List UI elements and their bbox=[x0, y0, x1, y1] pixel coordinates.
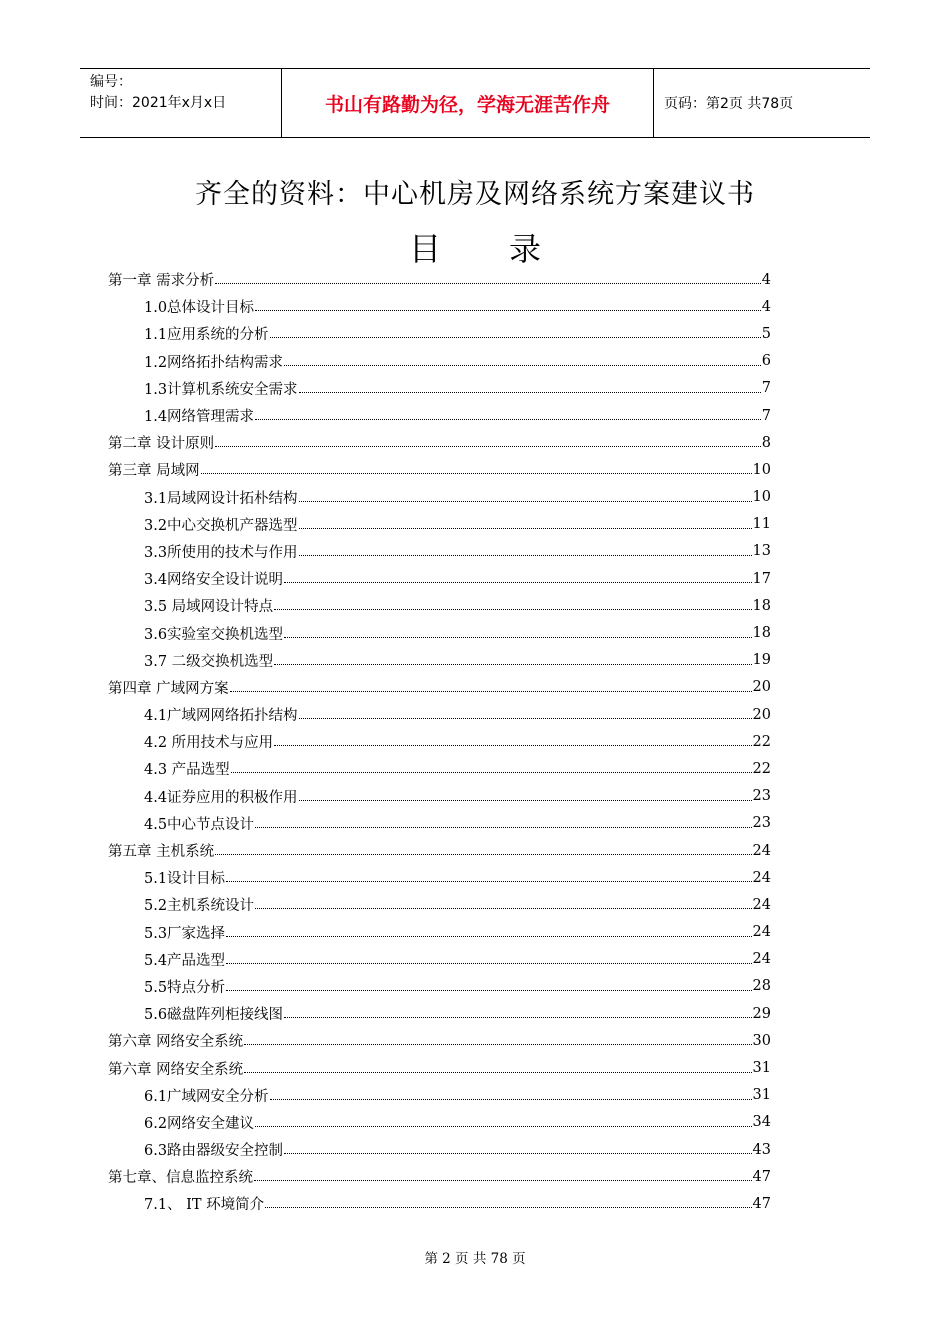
toc-leader-dots bbox=[284, 582, 751, 583]
toc-leader-dots bbox=[274, 745, 751, 746]
toc-entry-page: 17 bbox=[752, 570, 771, 587]
toc-entry-page: 6 bbox=[761, 353, 771, 370]
toc-entry[interactable] bbox=[108, 946, 771, 973]
toc-entry-title: 3.4网络安全设计说明 bbox=[144, 572, 284, 589]
toc-entry[interactable] bbox=[108, 1109, 771, 1136]
toc-entry-page: 18 bbox=[752, 597, 771, 614]
toc-entry-title: 5.5特点分析 bbox=[144, 979, 226, 996]
toc-entry-page: 43 bbox=[752, 1141, 771, 1158]
toc-leader-dots bbox=[274, 609, 751, 610]
toc-entry-page: 11 bbox=[752, 516, 771, 533]
toc-entry-title: 第五章 主机系统 bbox=[108, 844, 215, 861]
toc-entry-title: 第七章、信息监控系统 bbox=[108, 1170, 253, 1187]
header-page-info: 页码：第2页 共78页 bbox=[664, 96, 794, 112]
toc-leader-dots bbox=[299, 555, 752, 556]
toc-entry[interactable] bbox=[108, 674, 771, 701]
toc-entry-title: 4.1广域网网络拓扑结构 bbox=[144, 708, 298, 725]
toc-entry[interactable] bbox=[108, 891, 771, 918]
toc-entry[interactable] bbox=[108, 484, 771, 511]
toc-entry-title: 第三章 局域网 bbox=[108, 463, 200, 480]
toc-entry-title: 4.3 产品选型 bbox=[144, 762, 230, 779]
toc-entry-title: 第一章 需求分析 bbox=[108, 273, 215, 290]
toc-leader-dots bbox=[284, 1153, 751, 1154]
toc-entry-page: 13 bbox=[752, 543, 771, 560]
toc-entry[interactable] bbox=[108, 348, 771, 375]
toc-leader-dots bbox=[226, 881, 751, 882]
toc-entry[interactable] bbox=[108, 1163, 771, 1190]
toc-entry-title: 6.1广域网安全分析 bbox=[144, 1088, 269, 1105]
time-label: 时间：2021年x月x日 bbox=[90, 95, 227, 111]
toc-entry[interactable] bbox=[108, 837, 771, 864]
toc-entry-title: 4.2 所用技术与应用 bbox=[144, 735, 274, 752]
toc-entry-title: 5.1设计目标 bbox=[144, 871, 226, 888]
toc-leader-dots bbox=[284, 1017, 751, 1018]
toc-entry-title: 3.7 二级交换机选型 bbox=[144, 653, 274, 670]
toc-entry-page: 23 bbox=[752, 788, 771, 805]
toc-entry-page: 31 bbox=[752, 1060, 771, 1077]
toc-entry[interactable] bbox=[108, 810, 771, 837]
toc-entry[interactable] bbox=[108, 538, 771, 565]
toc-entry-page: 5 bbox=[761, 325, 771, 342]
header-meta bbox=[80, 69, 282, 137]
toc-entry[interactable] bbox=[108, 864, 771, 891]
toc-leader-dots bbox=[255, 419, 761, 420]
toc-entry[interactable] bbox=[108, 919, 771, 946]
toc-entry[interactable] bbox=[108, 293, 771, 320]
toc-entry-title: 4.4证券应用的积极作用 bbox=[144, 789, 298, 806]
toc-entry[interactable] bbox=[108, 1082, 771, 1109]
toc-entry[interactable] bbox=[108, 755, 771, 782]
toc-entry-title: 第四章 广域网方案 bbox=[108, 680, 229, 697]
toc-entry-title: 第六章 网络安全系统 bbox=[108, 1034, 244, 1051]
toc-entry-page: 28 bbox=[752, 978, 771, 995]
toc-leader-dots bbox=[201, 473, 752, 474]
toc-entry-page: 22 bbox=[752, 760, 771, 777]
toc-entry-page: 8 bbox=[761, 434, 771, 451]
toc-entry[interactable] bbox=[108, 456, 771, 483]
toc-entry-title: 第六章 网络安全系统 bbox=[108, 1061, 244, 1078]
toc-entry-page: 7 bbox=[761, 380, 771, 397]
toc-leader-dots bbox=[255, 827, 751, 828]
toc-entry-title: 5.6磁盘阵列柜接线图 bbox=[144, 1007, 284, 1024]
toc-entry[interactable] bbox=[108, 783, 771, 810]
toc-leader-dots bbox=[226, 963, 751, 964]
toc-leader-dots bbox=[299, 528, 752, 529]
toc-entry-title: 1.2网络拓扑结构需求 bbox=[144, 354, 284, 371]
toc-entry[interactable] bbox=[108, 701, 771, 728]
toc-entry-page: 19 bbox=[752, 652, 771, 669]
toc-entry-title: 3.1局域网设计拓朴结构 bbox=[144, 490, 298, 507]
toc-entry-page: 10 bbox=[752, 461, 771, 478]
toc-leader-dots bbox=[215, 283, 761, 284]
toc-entry-title: 1.3计算机系统安全需求 bbox=[144, 381, 298, 398]
toc-entry-page: 4 bbox=[761, 298, 771, 315]
toc-entry-title: 1.4网络管理需求 bbox=[144, 409, 255, 426]
toc-leader-dots bbox=[299, 718, 752, 719]
toc-entry[interactable] bbox=[108, 1027, 771, 1054]
toc-entry-title: 5.2主机系统设计 bbox=[144, 898, 255, 915]
toc-entry-title: 3.2中心交换机产器选型 bbox=[144, 517, 298, 534]
toc-leader-dots bbox=[244, 1044, 751, 1045]
toc-entry-page: 10 bbox=[752, 489, 771, 506]
toc-entry-page: 24 bbox=[752, 896, 771, 913]
toc-leader-dots bbox=[230, 691, 752, 692]
toc-entry-page: 24 bbox=[752, 869, 771, 886]
toc-entry-page: 4 bbox=[761, 271, 771, 288]
toc-leader-dots bbox=[255, 1126, 751, 1127]
toc-entry-page: 22 bbox=[752, 733, 771, 750]
toc-entry[interactable] bbox=[108, 619, 771, 646]
toc-entry-title: 第二章 设计原则 bbox=[108, 436, 215, 453]
toc-leader-dots bbox=[231, 772, 752, 773]
toc-leader-dots bbox=[274, 664, 751, 665]
toc-entry[interactable] bbox=[108, 511, 771, 538]
toc-leader-dots bbox=[226, 936, 751, 937]
toc-entry[interactable] bbox=[108, 647, 771, 674]
toc-entry[interactable] bbox=[108, 266, 771, 293]
toc-entry[interactable] bbox=[108, 402, 771, 429]
toc-entry-page: 7 bbox=[761, 407, 771, 424]
toc-entry[interactable] bbox=[108, 592, 771, 619]
toc-entry-title: 6.3路由器级安全控制 bbox=[144, 1143, 284, 1160]
toc-leader-dots bbox=[255, 310, 761, 311]
toc-heading-char-2: 录 bbox=[509, 230, 542, 268]
toc-entry[interactable] bbox=[108, 1136, 771, 1163]
toc-entry-title: 3.5 局域网设计特点 bbox=[144, 599, 274, 616]
toc-entry-page: 31 bbox=[752, 1087, 771, 1104]
toc-leader-dots bbox=[255, 908, 751, 909]
toc-entry-page: 29 bbox=[752, 1005, 771, 1022]
toc-leader-dots bbox=[299, 501, 752, 502]
toc-leader-dots bbox=[270, 1099, 752, 1100]
toc-leader-dots bbox=[254, 1180, 752, 1181]
toc-entry-title: 6.2网络安全建议 bbox=[144, 1115, 255, 1132]
toc-entry-page: 24 bbox=[752, 951, 771, 968]
toc-entry-title: 3.6实验室交换机选型 bbox=[144, 626, 284, 643]
toc-heading-char-1: 目 bbox=[408, 230, 441, 268]
toc-entry-title: 1.0总体设计目标 bbox=[144, 300, 255, 317]
toc-entry[interactable] bbox=[108, 429, 771, 456]
table-of-contents bbox=[108, 266, 771, 1218]
toc-leader-dots bbox=[299, 800, 752, 801]
toc-entry-title: 1.1应用系统的分析 bbox=[144, 327, 269, 344]
toc-entry-page: 20 bbox=[752, 679, 771, 696]
document-title: 齐全的资料：中心机房及网络系统方案建议书 bbox=[195, 179, 755, 210]
toc-entry-page: 34 bbox=[752, 1114, 771, 1131]
page-footer: 第 2 页 共 78 页 bbox=[424, 1251, 526, 1267]
toc-leader-dots bbox=[215, 446, 761, 447]
toc-leader-dots bbox=[270, 337, 761, 338]
number-label: 编号： bbox=[90, 74, 132, 90]
toc-leader-dots bbox=[226, 990, 751, 991]
toc-entry-page: 47 bbox=[752, 1195, 771, 1212]
toc-entry-page: 23 bbox=[752, 815, 771, 832]
toc-entry-page: 18 bbox=[752, 625, 771, 642]
toc-entry[interactable] bbox=[108, 1190, 771, 1217]
toc-entry-title: 5.4产品选型 bbox=[144, 952, 226, 969]
toc-entry-title: 4.5中心节点设计 bbox=[144, 816, 255, 833]
toc-entry[interactable] bbox=[108, 1000, 771, 1027]
toc-entry-title: 5.3厂家选择 bbox=[144, 925, 226, 942]
page-header bbox=[80, 68, 870, 138]
toc-leader-dots bbox=[265, 1207, 751, 1208]
toc-entry[interactable] bbox=[108, 320, 771, 347]
toc-leader-dots bbox=[284, 637, 751, 638]
toc-entry[interactable] bbox=[108, 565, 771, 592]
toc-leader-dots bbox=[244, 1072, 751, 1073]
toc-leader-dots bbox=[299, 392, 761, 393]
toc-entry[interactable] bbox=[108, 1054, 771, 1081]
toc-entry-title: 7.1、 IT 环境简介 bbox=[144, 1197, 265, 1214]
toc-entry-page: 24 bbox=[752, 924, 771, 941]
toc-leader-dots bbox=[215, 854, 751, 855]
toc-entry-page: 24 bbox=[752, 842, 771, 859]
toc-entry-title: 3.3所使用的技术与作用 bbox=[144, 544, 298, 561]
toc-entry-page: 30 bbox=[752, 1032, 771, 1049]
toc-leader-dots bbox=[284, 365, 761, 366]
toc-entry[interactable] bbox=[108, 973, 771, 1000]
toc-entry[interactable] bbox=[108, 728, 771, 755]
toc-entry[interactable] bbox=[108, 375, 771, 402]
toc-entry-page: 20 bbox=[752, 706, 771, 723]
toc-heading bbox=[0, 224, 950, 270]
header-motto: 书山有路勤为径，学海无涯苦作舟 bbox=[282, 69, 654, 137]
toc-entry-page: 47 bbox=[752, 1168, 771, 1185]
